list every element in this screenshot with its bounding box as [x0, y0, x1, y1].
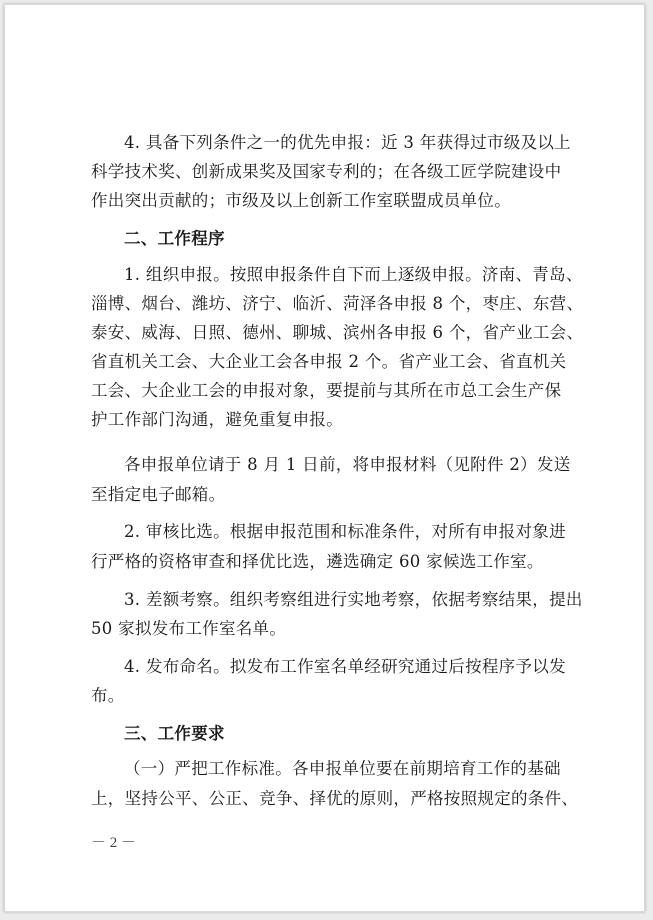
text-line: 4. 具备下列条件之一的优先申报：近 3 年获得过市级及以上 — [124, 133, 571, 152]
text-line: 3. 差额考察。组织考察组进行实地考察，依据考察结果，提出 — [124, 590, 583, 609]
section-heading: 二、工作程序 — [124, 229, 225, 248]
text-line: 50 家拟发布工作室名单。 — [91, 619, 287, 638]
text-line: 作出突出贡献的；市级及以上创新工作室联盟成员单位。 — [91, 191, 511, 210]
text-line: 科学技术奖、创新成果奖及国家专利的；在各级工匠学院建设中 — [91, 162, 562, 181]
page-number: － 2 － — [91, 835, 137, 851]
text-line: 淄博、烟台、潍坊、济宁、临沂、菏泽各申报 8 个，枣庄、东营、 — [91, 294, 584, 313]
text-line: 省直机关工会、大企业工会各申报 2 个。省产业工会、省直机关 — [91, 352, 567, 371]
text-line: 2. 审核比选。根据申报范围和标准条件，对所有申报对象进 — [124, 522, 566, 541]
text-line: 布。 — [91, 686, 125, 705]
text-line: 4. 发布命名。拟发布工作室名单经研究通过后按程序予以发 — [124, 657, 566, 676]
document-page — [4, 4, 645, 912]
text-line: 各申报单位请于 8 月 1 日前，将申报材料（见附件 2）发送 — [124, 455, 571, 474]
text-line: 上，坚持公平、公正、竞争、择优的原则，严格按照规定的条件、 — [91, 789, 579, 808]
text-line: 1. 组织申报。按照申报条件自下而上逐级申报。济南、青岛、 — [124, 265, 583, 284]
text-line: （一）严把工作标准。各申报单位要在前期培育工作的基础 — [124, 759, 561, 778]
text-line: 护工作部门沟通，避免重复申报。 — [91, 410, 343, 429]
text-line: 工会、大企业工会的申报对象，要提前与其所在市总工会生产保 — [91, 381, 562, 400]
text-line: 至指定电子邮箱。 — [91, 485, 226, 504]
text-line: 行严格的资格审查和择优比选，遴选确定 60 家候选工作室。 — [91, 552, 544, 571]
section-heading: 三、工作要求 — [124, 724, 225, 743]
text-line: 泰安、威海、日照、德州、聊城、滨州各申报 6 个，省产业工会、 — [91, 323, 584, 342]
